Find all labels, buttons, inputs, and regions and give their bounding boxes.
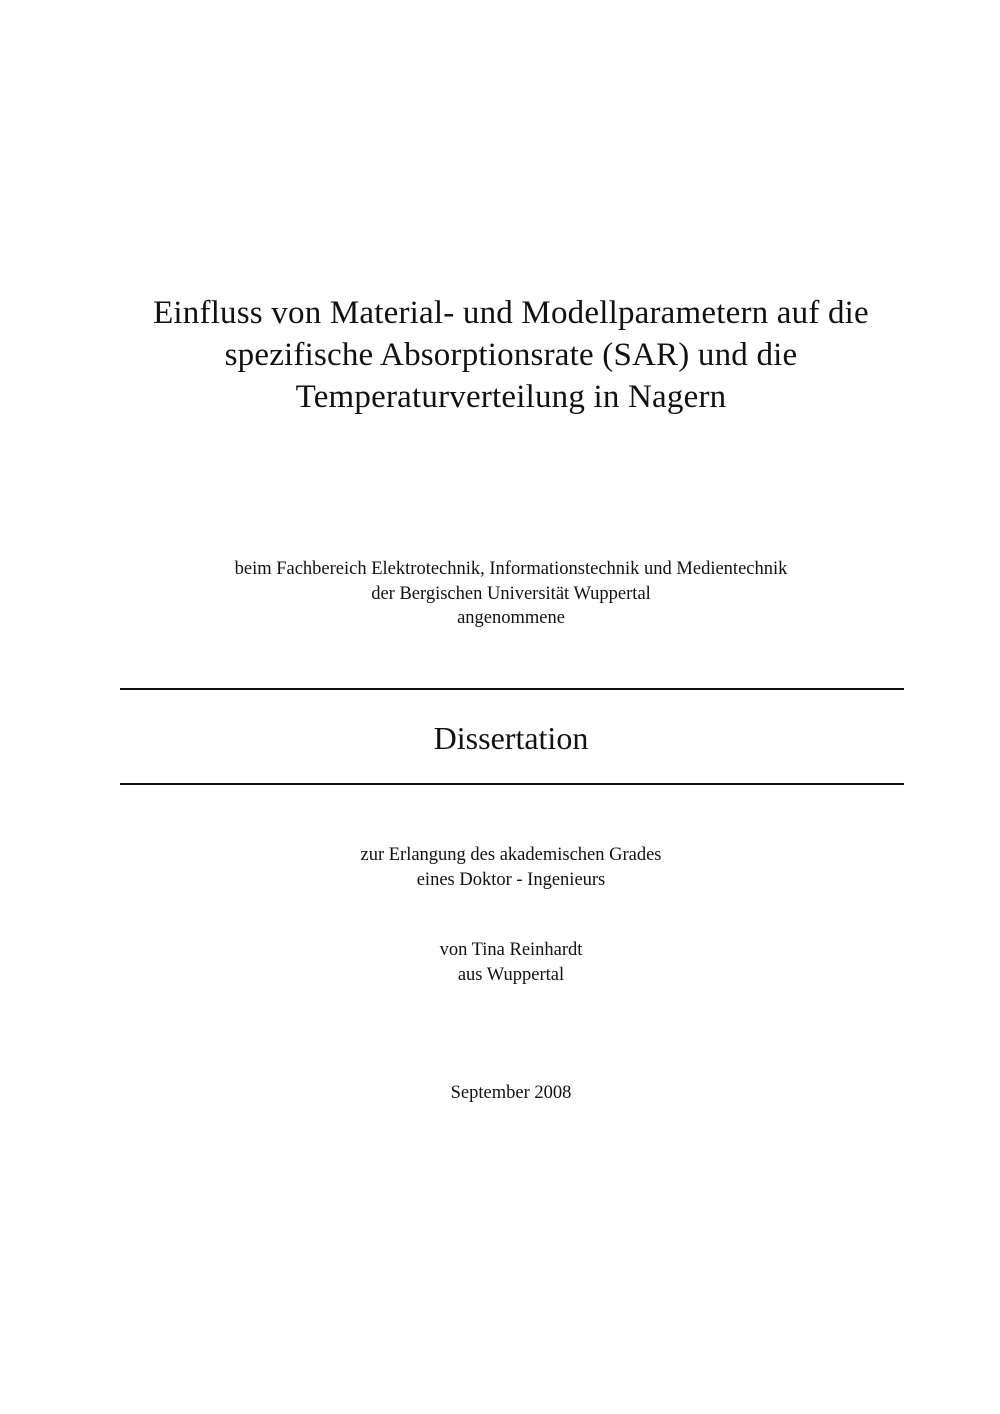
thesis-title xyxy=(0,292,1000,418)
faculty-line-1: beim Fachbereich Elektrotechnik, Informationstechnik und Medientechnik xyxy=(234,559,788,579)
top-horizontal-rule xyxy=(120,688,904,690)
degree-line-2: eines Doktor - Ingenieurs xyxy=(416,869,606,890)
document-type: Dissertation xyxy=(433,720,589,756)
thesis-title-line-1: Einfluss von Material- und Modellparametern auf die xyxy=(153,295,869,331)
author-statement xyxy=(0,938,1000,987)
faculty-statement xyxy=(0,557,1000,631)
author-origin-line: aus Wuppertal xyxy=(457,964,565,985)
thesis-title-line-2: spezifische Absorptionsrate (SAR) und die xyxy=(224,337,798,373)
faculty-line-3: angenommene xyxy=(457,608,565,628)
submission-date: September 2008 xyxy=(450,1083,572,1103)
author-name-line: von Tina Reinhardt xyxy=(439,940,583,960)
faculty-line-2: der Bergischen Universität Wuppertal xyxy=(371,583,651,604)
thesis-title-line-3: Temperaturverteilung in Nagern xyxy=(295,379,727,415)
degree-statement xyxy=(0,843,1000,892)
bottom-horizontal-rule xyxy=(120,783,904,785)
degree-line-1: zur Erlangung des akademischen Grades xyxy=(360,845,662,865)
